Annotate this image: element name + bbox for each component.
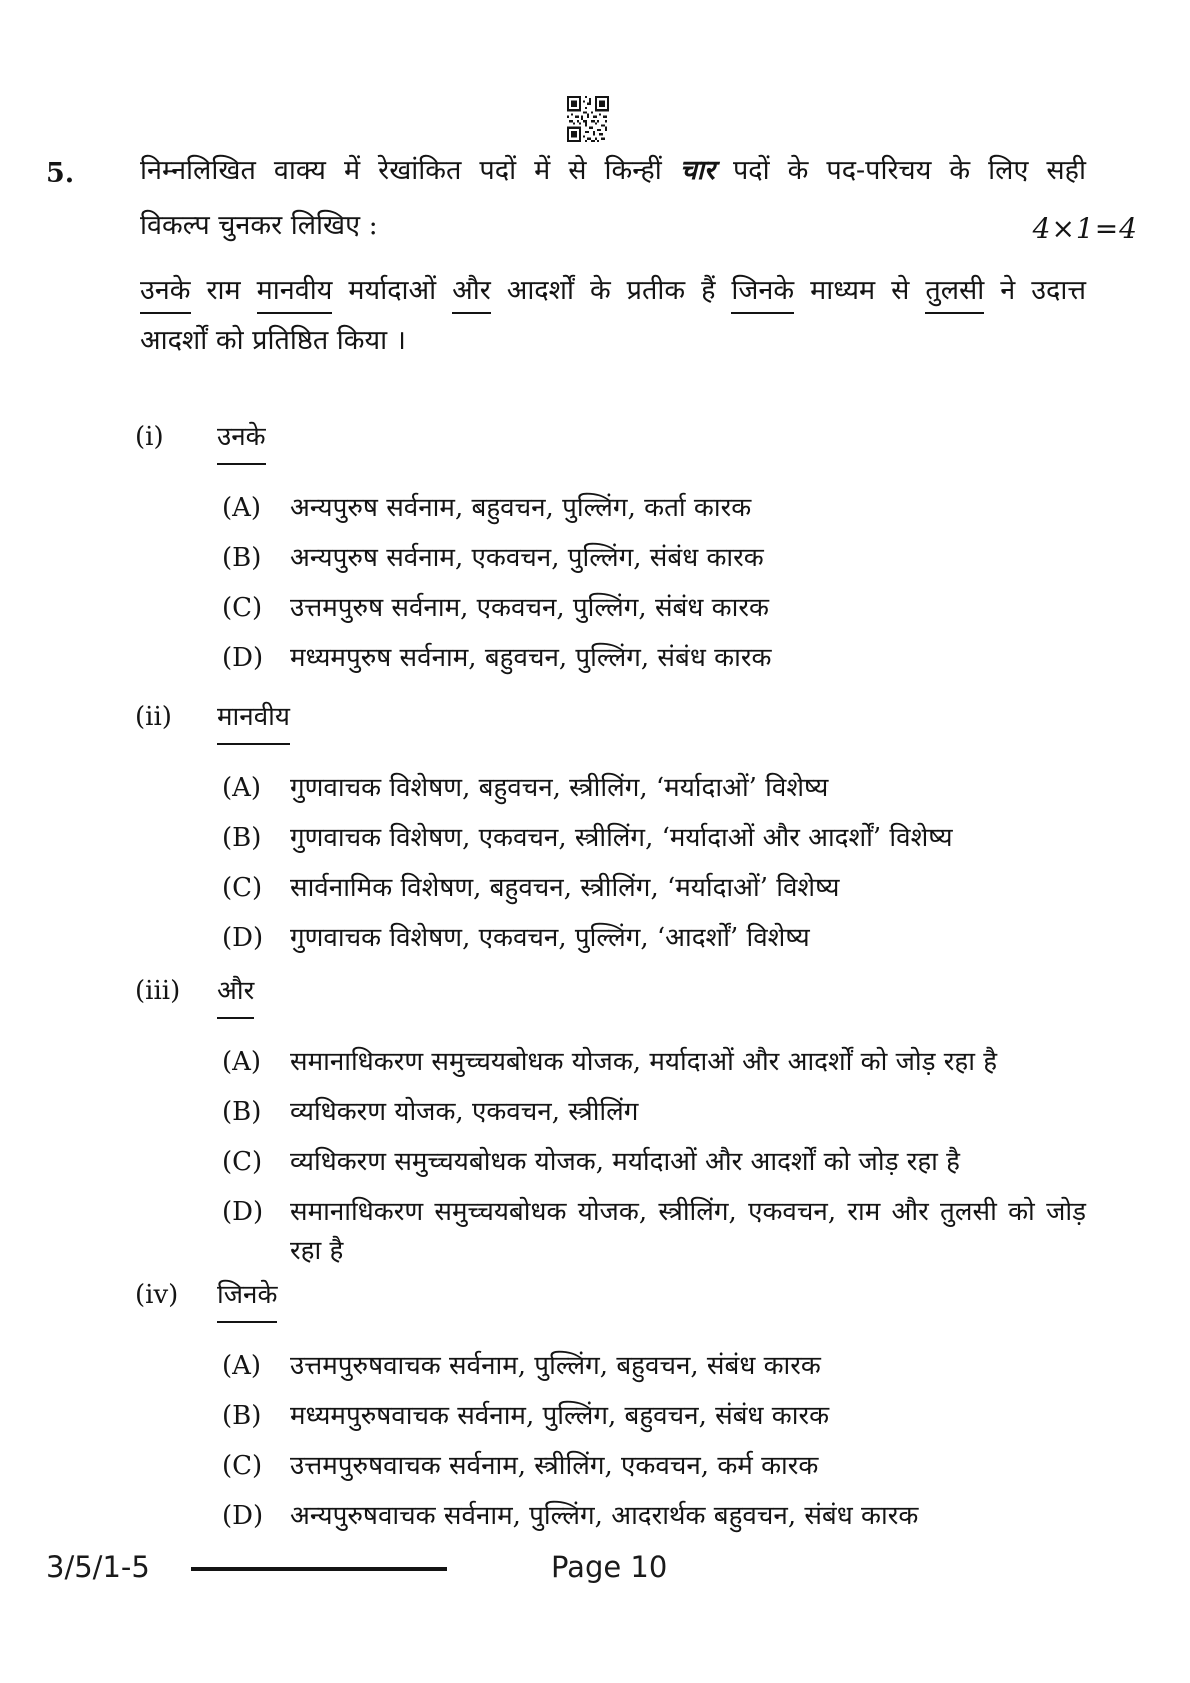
option-letter: (A) (222, 1351, 262, 1381)
option-row (222, 1347, 1086, 1386)
question-intro-line1 (140, 150, 1086, 192)
intro-bold-word: चार (679, 155, 715, 186)
sub-question-ii (0, 698, 1190, 969)
option-row (222, 1193, 1086, 1271)
option-row (222, 1447, 1086, 1486)
option-text: व्यधिकरण योजक, एकवचन, स्त्रीलिंग (290, 1097, 639, 1127)
option-text: मध्यमपुरुष सर्वनाम, बहुवचन, पुल्लिंग, संबंध कारक (290, 643, 772, 673)
option-letter: (B) (222, 823, 262, 853)
question-intro-line2: विकल्प चुनकर लिखिए : (140, 209, 378, 241)
sub-question-numeral: (iv) (135, 1280, 179, 1310)
option-text: समानाधिकरण समुच्चयबोधक योजक, मर्यादाओं और आदर्शों को जोड़ रहा है (290, 1047, 998, 1077)
option-letter: (B) (222, 1097, 262, 1127)
option-text: गुणवाचक विशेषण, बहुवचन, स्त्रीलिंग, ‘मर्यादाओं’ विशेष्य (290, 773, 829, 803)
page-footer (0, 1550, 1190, 1600)
option-letter: (A) (222, 493, 262, 523)
sentence-line1: उनके राम मानवीय मर्यादाओं और आदर्शों के प्रतीक हैं जिनके माध्यम से तुलसी ने उदात्त (140, 266, 1086, 316)
option-letter: (B) (222, 543, 262, 573)
sub-question-word: जिनके (217, 1276, 277, 1323)
sub-question-i (0, 418, 1190, 689)
option-row (222, 1497, 1086, 1536)
option-letter: (D) (222, 1197, 264, 1227)
underlined-word: और (452, 275, 491, 314)
sub-question-word: उनके (217, 418, 266, 465)
option-text: अन्यपुरुषवाचक सर्वनाम, पुल्लिंग, आदरार्थक बहुवचन, संबंध कारक (290, 1501, 919, 1531)
option-text: गुणवाचक विशेषण, एकवचन, पुल्लिंग, ‘आदर्शों’ विशेष्य (290, 923, 810, 953)
sentence-line2: आदर्शों को प्रतिष्ठित किया । (140, 325, 406, 356)
option-text: अन्यपुरुष सर्वनाम, एकवचन, पुल्लिंग, संबंध कारक (290, 543, 764, 573)
option-text: व्यधिकरण समुच्चयबोधक योजक, मर्यादाओं और आदर्शों को जोड़ रहा है (290, 1147, 960, 1177)
intro-text-before: निम्नलिखित वाक्य में रेखांकित पदों में से किन्हीं (140, 155, 662, 186)
option-text: गुणवाचक विशेषण, एकवचन, स्त्रीलिंग, ‘मर्यादाओं और आदर्शों’ विशेष्य (290, 823, 953, 853)
qr-code-icon (567, 96, 609, 142)
option-text: अन्यपुरुष सर्वनाम, बहुवचन, पुल्लिंग, कर्ता कारक (290, 493, 752, 523)
sub-question-numeral: (iii) (135, 976, 181, 1006)
option-row (222, 1397, 1086, 1436)
question-5-block (0, 150, 1190, 247)
target-sentence (0, 266, 1190, 366)
option-text: उत्तमपुरुषवाचक सर्वनाम, स्त्रीलिंग, एकवचन, कर्म कारक (290, 1451, 819, 1481)
option-row (222, 489, 1086, 528)
option-letter: (C) (222, 873, 263, 903)
option-letter: (A) (222, 773, 262, 803)
option-letter: (C) (222, 1147, 263, 1177)
underlined-word: जिनके (731, 275, 794, 314)
option-row (222, 1043, 1086, 1082)
option-row (222, 869, 1086, 908)
option-letter: (B) (222, 1401, 262, 1431)
underlined-word: तुलसी (925, 275, 984, 314)
option-row (222, 1093, 1086, 1132)
option-text: मध्यमपुरुषवाचक सर्वनाम, पुल्लिंग, बहुवचन, संबंध कारक (290, 1401, 830, 1431)
sub-question-iii (0, 972, 1190, 1282)
question-number: 5. (46, 158, 75, 189)
option-letter: (D) (222, 923, 264, 953)
option-text: उत्तमपुरुषवाचक सर्वनाम, पुल्लिंग, बहुवचन, संबंध कारक (290, 1351, 821, 1381)
option-row (222, 769, 1086, 808)
option-row (222, 589, 1086, 628)
option-letter: (A) (222, 1047, 262, 1077)
option-text: समानाधिकरण समुच्चयबोधक योजक, स्त्रीलिंग, एकवचन, राम और तुलसी को जोड़ रहा है (290, 1197, 1086, 1266)
intro-text-after: पदों के पद-परिचय के लिए सही (732, 155, 1086, 186)
page-number: Page 10 (551, 1550, 668, 1584)
option-letter: (D) (222, 643, 264, 673)
paper-code: 3/5/1-5 (46, 1550, 150, 1584)
option-row (222, 539, 1086, 578)
underlined-word: उनके (140, 275, 191, 314)
underlined-word: मानवीय (257, 275, 333, 314)
marks-label: 4×1=4 (1032, 211, 1138, 245)
option-row (222, 919, 1086, 958)
option-text: उत्तमपुरुष सर्वनाम, एकवचन, पुल्लिंग, संबंध कारक (290, 593, 769, 623)
footer-rule (191, 1567, 447, 1571)
sub-question-iv (0, 1276, 1190, 1547)
option-text: सार्वनामिक विशेषण, बहुवचन, स्त्रीलिंग, ‘मर्यादाओं’ विशेष्य (290, 873, 840, 903)
option-row (222, 639, 1086, 678)
sub-question-numeral: (i) (135, 422, 164, 452)
option-letter: (D) (222, 1501, 264, 1531)
option-row (222, 1143, 1086, 1182)
sub-question-word: और (217, 972, 254, 1019)
sub-question-word: मानवीय (217, 698, 290, 745)
sub-question-numeral: (ii) (135, 702, 172, 732)
option-letter: (C) (222, 1451, 263, 1481)
option-row (222, 819, 1086, 858)
option-letter: (C) (222, 593, 263, 623)
